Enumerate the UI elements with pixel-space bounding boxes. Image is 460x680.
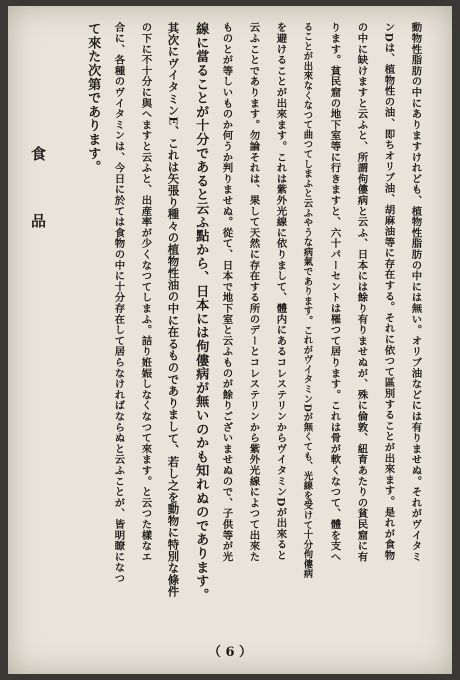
text-column: 云ふことであります。勿論それは、果して天然に存在する所のデーとコレステリンから紫外光線によつて出來た — [247, 22, 260, 562]
text-column: の下に不十分に與へますと云ふと、出産率が少くなつてしまふ。詰り姙娠しなくなつて來ます。と云つた樣なエ — [139, 22, 152, 562]
text-column: ります。貧民窟の地下室等に行きますと、六十パーセントは罹つて居ります。これは骨が軟くなつて、體を支へ — [328, 22, 341, 562]
document-page — [8, 6, 452, 674]
text-column: 其次にヴイタミンE、これは矢張り種々の植物性油の中に在るものでありまして、若し之を動物に特別な條件 — [166, 22, 181, 598]
text-column: て來た次第であります。 — [85, 22, 101, 174]
text-column: ものとが等しいものか何うか判りませぬ。從て、日本で地下室と云ふものが餘りございませぬので、子供等が光 — [220, 22, 233, 562]
text-column: 動物性脂肪の中にありますけれども、植物性脂肪の中には無い。オリブ油などには有りませぬ。それがヴイタミ — [409, 22, 422, 562]
section-heading: 食品 — [29, 146, 47, 280]
text-column: 線に當ることが十分であると云ふ點から、日本には佝僂病が無いのかも知れぬのであります。 — [193, 22, 209, 602]
text-column: の中に缺けますと云ふと、所謂佝僂病と云ふ、日本には餘り有りませぬが、殊に倫敦、紐育あたりの貧民窟に有 — [355, 22, 368, 562]
page-number: （ 6 ） — [207, 645, 253, 660]
text-column: ンDは、植物性の油、即ちオリブ油、胡麻油等に存在する。それに依つて區別することが出來ます。是れが食物 — [382, 22, 395, 561]
text-column: 合に、各種のヴイタミンは、今日に於ては食物の中に十分存在して居らなければならぬと云ふことが、皆明瞭になつ — [112, 22, 125, 584]
text-column: ることが出來なくなつて曲つてしまふと云ふやうな病氣であります。これがヴイタミンDが無くても、光線を受けて十分佝僂病 — [301, 22, 313, 579]
text-column: を避けることが出來ます。これは紫外光線に依りまして、體内にあるコレステリンからヴイタミンDが出來ると — [274, 22, 287, 561]
